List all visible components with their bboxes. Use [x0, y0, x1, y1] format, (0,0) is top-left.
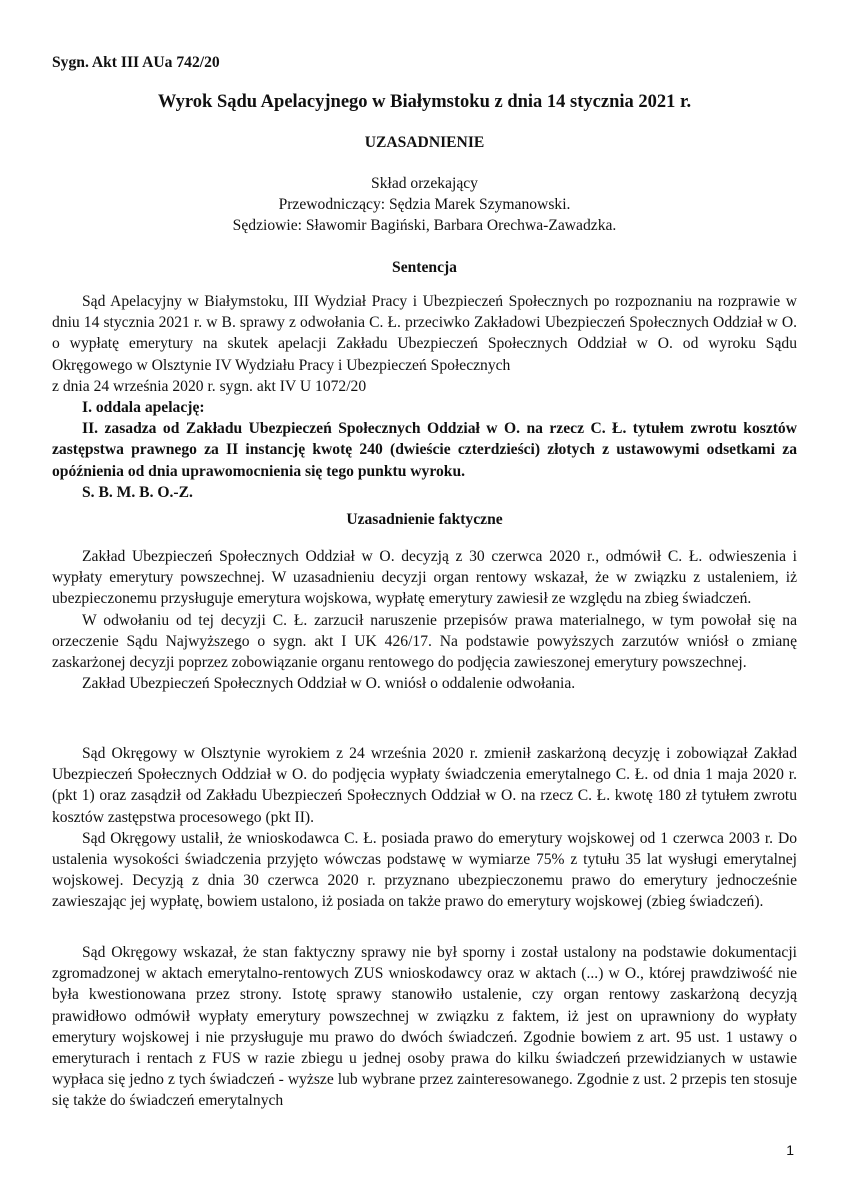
- sentencja-intro: Sąd Apelacyjny w Białymstoku, III Wydział Pracy i Ubezpieczeń Społecznych po rozpoznaniu na rozprawie w dniu 14 stycznia 2021 r. w B. sprawy z odwołania C. Ł. przeciwko Zakładowi Ubezpieczeń Społecznych Oddział w O. o wypłatę emerytury na skutek apelacji Zakładu Ubezpieczeń Społecznych Oddział w O. od wyroku Sądu Okręgowego w Olsztynie IV Wydziału Pracy i Ubezpieczeń Społecznych: [52, 293, 797, 374]
- page-number: 1: [786, 1142, 794, 1158]
- case-signature: Sygn. Akt III AUa 742/20: [52, 54, 220, 71]
- section-heading-uzasadnienie-faktyczne: Uzasadnienie faktyczne: [346, 511, 503, 528]
- paragraph: Sąd Okręgowy w Olsztynie wyrokiem z 24 września 2020 r. zmienił zaskarżoną decyzję i zobowiązał Zakład Ubezpieczeń Społecznych Oddział w O. do podjęcia wypłaty świadczenia emerytalnego C. Ł. od dnia 1 maja 2020 r. (pkt 1) oraz zasądził od Zakładu Ubezpieczeń Społecznych Oddział w O. na rzecz C. Ł. kwotę 180 zł tytułem zwrotu kosztów zastępstwa procesowego (pkt II).: [52, 745, 797, 826]
- paragraph: Sąd Okręgowy wskazał, że stan faktyczny sprawy nie był sporny i został ustalony na podstawie dokumentacji zgromadzonej w aktach emerytalno-rentowych ZUS wnioskodawcy oraz w aktach (...) w O., której prawdziwość nie była kwestionowana przez strony. Istotę sprawy stanowiło ustalenie, czy organ rentowy zaskarżoną decyzją prawidłowo odmówił wypłaty emerytury powszechnej w związku z faktem, iż jest on uprawniony do wypłaty emerytury wojskowej i nie przysługuje mu prawo do dwóch świadczeń. Zgodnie bowiem z art. 95 ust. 1 ustawy o emeryturach i rentach z FUS w razie zbiegu u jednej osoby prawa do kilku świadczeń przewidzianych w ustawie wypłaca się jedno z tych świadczeń - wyższe lub wybrane przez zainteresowanego. Zgodnie z ust. 2 przepis ten stosuje się także do świadczeń emerytalnych: [52, 944, 797, 1110]
- paragraph: Zakład Ubezpieczeń Społecznych Oddział w O. decyzją z 30 czerwca 2020 r., odmówił C. Ł. odwieszenia i wypłaty emerytury powszechnej. W uzasadnieniu decyzji organ rentowy wskazał, że w związku z ustaleniem, iż ubezpieczonemu przysługuje emerytura wojskowa, wypłatę emerytury zawiesił ze względu na zbieg świadczeń.: [52, 548, 797, 608]
- sentencja-point-2: II. zasadza od Zakładu Ubezpieczeń Społecznych Oddział w O. na rzecz C. Ł. tytułem zwrotu kosztów zastępstwa prawnego za II instancję kwotę 240 (dwieście czterdzieści) złotych z ustawowymi odsetkami za opóźnienia od dnia uprawomocnienia się tego punktu wyroku.: [52, 420, 797, 480]
- court-panel: [0, 173, 849, 236]
- section-heading-sentencja: Sentencja: [392, 259, 457, 276]
- uzasadnienie-block-2: [52, 743, 797, 913]
- document-title: Wyrok Sądu Apelacyjnego w Białymstoku z dnia 14 stycznia 2021 r.: [157, 92, 692, 112]
- panel-line: Sędziowie: Sławomir Bagiński, Barbara Orechwa-Zawadzka.: [232, 217, 617, 234]
- paragraph: Sąd Okręgowy ustalił, że wnioskodawca C. Ł. posiada prawo do emerytury wojskowej od 1 czerwca 2003 r. Do ustalenia wysokości świadczenia przyjęto wówczas podstawę w wymiarze 75% z tytułu 35 lat wysługi emerytalnej wojskowej. Decyzją z dnia 30 czerwca 2020 r. przyznano ubezpieczonemu prawo do emerytury jednocześnie zawieszając jej wypłatę, bowiem ustalono, iż posiada on także prawo do emerytury wojskowej (zbieg świadczeń).: [52, 829, 797, 911]
- uzasadnienie-block-1: [52, 546, 797, 694]
- uzasadnienie-block-3: [52, 942, 797, 1112]
- sentencja-point-1: I. oddala apelację:: [82, 399, 205, 417]
- panel-line: Przewodniczący: Sędzia Marek Szymanowski.: [278, 196, 571, 213]
- sentencja-date-line: z dnia 24 września 2020 r. sygn. akt IV U 1072/20: [52, 377, 367, 395]
- judge-signatures: S. B. M. B. O.-Z.: [82, 483, 193, 501]
- sentencja-block: [52, 291, 797, 503]
- section-heading-uzasadnienie: UZASADNIENIE: [364, 134, 485, 151]
- paragraph: Zakład Ubezpieczeń Społecznych Oddział w O. wniósł o oddalenie odwołania.: [82, 675, 576, 693]
- paragraph: W odwołaniu od tej decyzji C. Ł. zarzucił naruszenie przepisów prawa materialnego, w tym powołał się na orzeczenie Sądu Najwyższego o sygn. akt I UK 426/17. Na podstawie powyższych zarzutów wniósł o zmianę zaskarżonej decyzji poprzez zobowiązanie organu rentowego do podjęcia zawieszonej emerytury powszechnej.: [52, 611, 797, 672]
- panel-line: Skład orzekający: [371, 175, 478, 192]
